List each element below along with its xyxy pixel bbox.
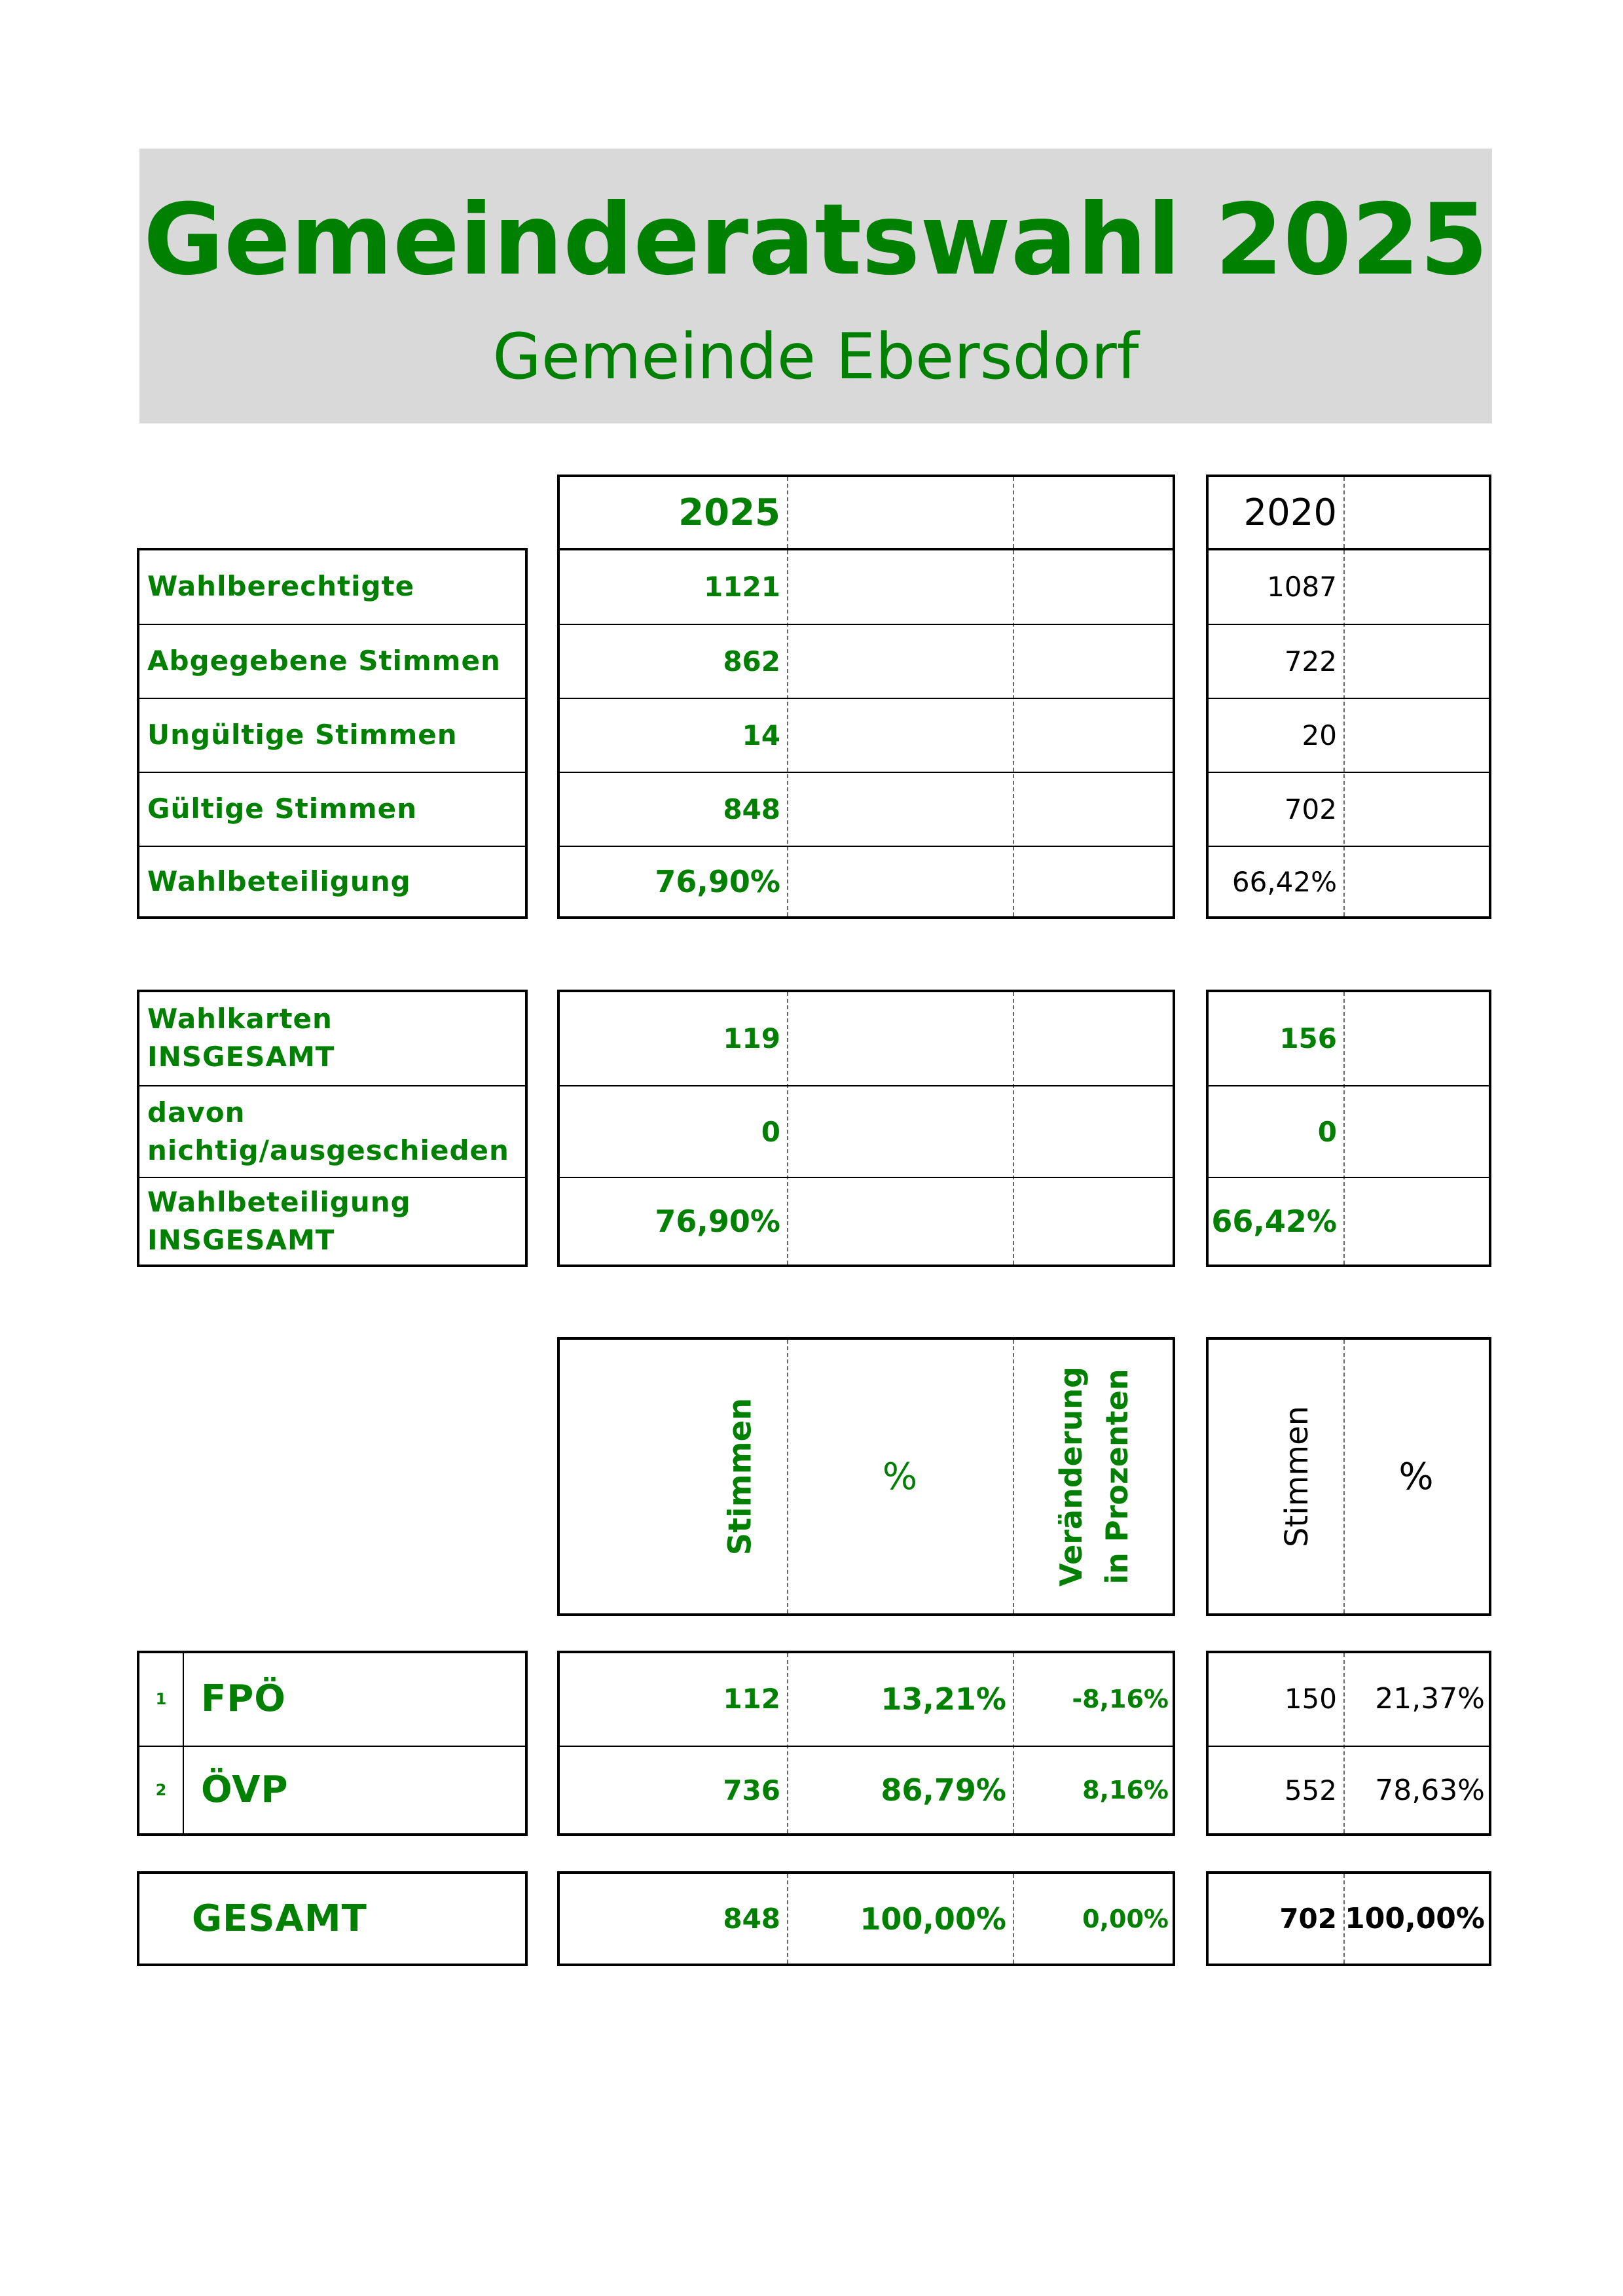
party-votes: 112	[723, 1683, 780, 1715]
col-percent-header: %	[882, 1455, 918, 1498]
page-title: Gemeinderatswahl 2025	[143, 183, 1489, 297]
general-current	[557, 548, 1175, 919]
total-percent: 100,00%	[860, 1901, 1006, 1937]
value-previous: 722	[1284, 645, 1337, 677]
party-prev-votes: 150	[1284, 1683, 1337, 1715]
party-name-oevp: ÖVP	[201, 1768, 289, 1811]
value-previous: 1087	[1267, 570, 1337, 603]
party-change: 8,16%	[1082, 1776, 1169, 1804]
total-label: GESAMT	[192, 1897, 367, 1940]
party-votes: 736	[723, 1774, 780, 1806]
cards-current	[557, 990, 1175, 1267]
col-change-line1: Veränderung	[1053, 1367, 1089, 1587]
total-current	[557, 1871, 1175, 1966]
value-current: 848	[723, 793, 780, 825]
total-previous	[1206, 1871, 1491, 1966]
cards-labels	[137, 990, 528, 1267]
year-previous: 2020	[1243, 491, 1337, 534]
label-abgegebene: Abgegebene Stimmen	[147, 645, 501, 677]
page-subtitle: Gemeinde Ebersdorf	[492, 320, 1139, 393]
label-nichtig: davon nichtig/ausgeschieden	[147, 1096, 509, 1166]
total-change: 0,00%	[1082, 1904, 1169, 1933]
party-prev-percent: 21,37%	[1375, 1682, 1485, 1715]
col-change-header	[1015, 1340, 1173, 1613]
cards-value-current: 76,90%	[655, 1204, 780, 1239]
value-previous: 20	[1302, 719, 1337, 751]
year-header-previous	[1206, 475, 1491, 550]
value-current: 14	[742, 719, 780, 751]
value-previous: 66,42%	[1231, 865, 1337, 898]
cards-previous	[1206, 990, 1491, 1267]
year-header-current	[557, 475, 1175, 550]
col-prev-votes-header: Stimmen	[1279, 1405, 1315, 1548]
col-prev-percent-header: %	[1398, 1455, 1434, 1498]
total-prev-percent: 100,00%	[1345, 1902, 1485, 1935]
results-header-current	[557, 1337, 1175, 1616]
party-percent: 13,21%	[881, 1681, 1006, 1717]
label-wahlkarten: Wahlkarten INSGESAMT	[147, 1003, 335, 1073]
label-wahlbeteiligung: Wahlbeteiligung	[147, 865, 411, 897]
year-current: 2025	[678, 491, 780, 534]
party-name-fpoe: FPÖ	[201, 1677, 286, 1720]
col-change-line2: in Prozenten	[1099, 1369, 1135, 1585]
general-labels	[137, 548, 528, 919]
cards-value-previous: 66,42%	[1211, 1204, 1337, 1239]
cards-value-previous: 0	[1317, 1115, 1337, 1148]
party-prev-votes: 552	[1284, 1774, 1337, 1806]
value-current: 862	[723, 645, 780, 677]
party-labels	[137, 1651, 528, 1836]
value-current: 1121	[704, 570, 780, 603]
label-wahlbeteiligung-insgesamt: Wahlbeteiligung INSGESAMT	[147, 1186, 411, 1256]
party-results-previous	[1206, 1651, 1491, 1836]
title-banner	[139, 149, 1492, 423]
cards-value-current: 119	[723, 1022, 780, 1054]
party-number: 2	[155, 1781, 167, 1799]
label-ungueltige: Ungültige Stimmen	[147, 719, 458, 751]
cards-value-previous: 156	[1279, 1022, 1337, 1054]
total-votes: 848	[723, 1903, 780, 1935]
col-votes-header: Stimmen	[721, 1397, 759, 1556]
value-current: 76,90%	[655, 864, 780, 899]
label-wahlberechtigte: Wahlberechtigte	[147, 570, 415, 602]
party-change: -8,16%	[1072, 1684, 1169, 1713]
label-gueltige: Gültige Stimmen	[147, 793, 418, 825]
party-prev-percent: 78,63%	[1375, 1773, 1485, 1807]
party-percent: 86,79%	[881, 1772, 1006, 1808]
party-number: 1	[155, 1689, 167, 1708]
cards-value-current: 0	[761, 1115, 780, 1148]
total-prev-votes: 702	[1279, 1903, 1337, 1935]
total-label-box	[137, 1871, 528, 1966]
party-results-current	[557, 1651, 1175, 1836]
results-header-previous	[1206, 1337, 1491, 1616]
value-previous: 702	[1284, 793, 1337, 825]
general-previous	[1206, 548, 1491, 919]
